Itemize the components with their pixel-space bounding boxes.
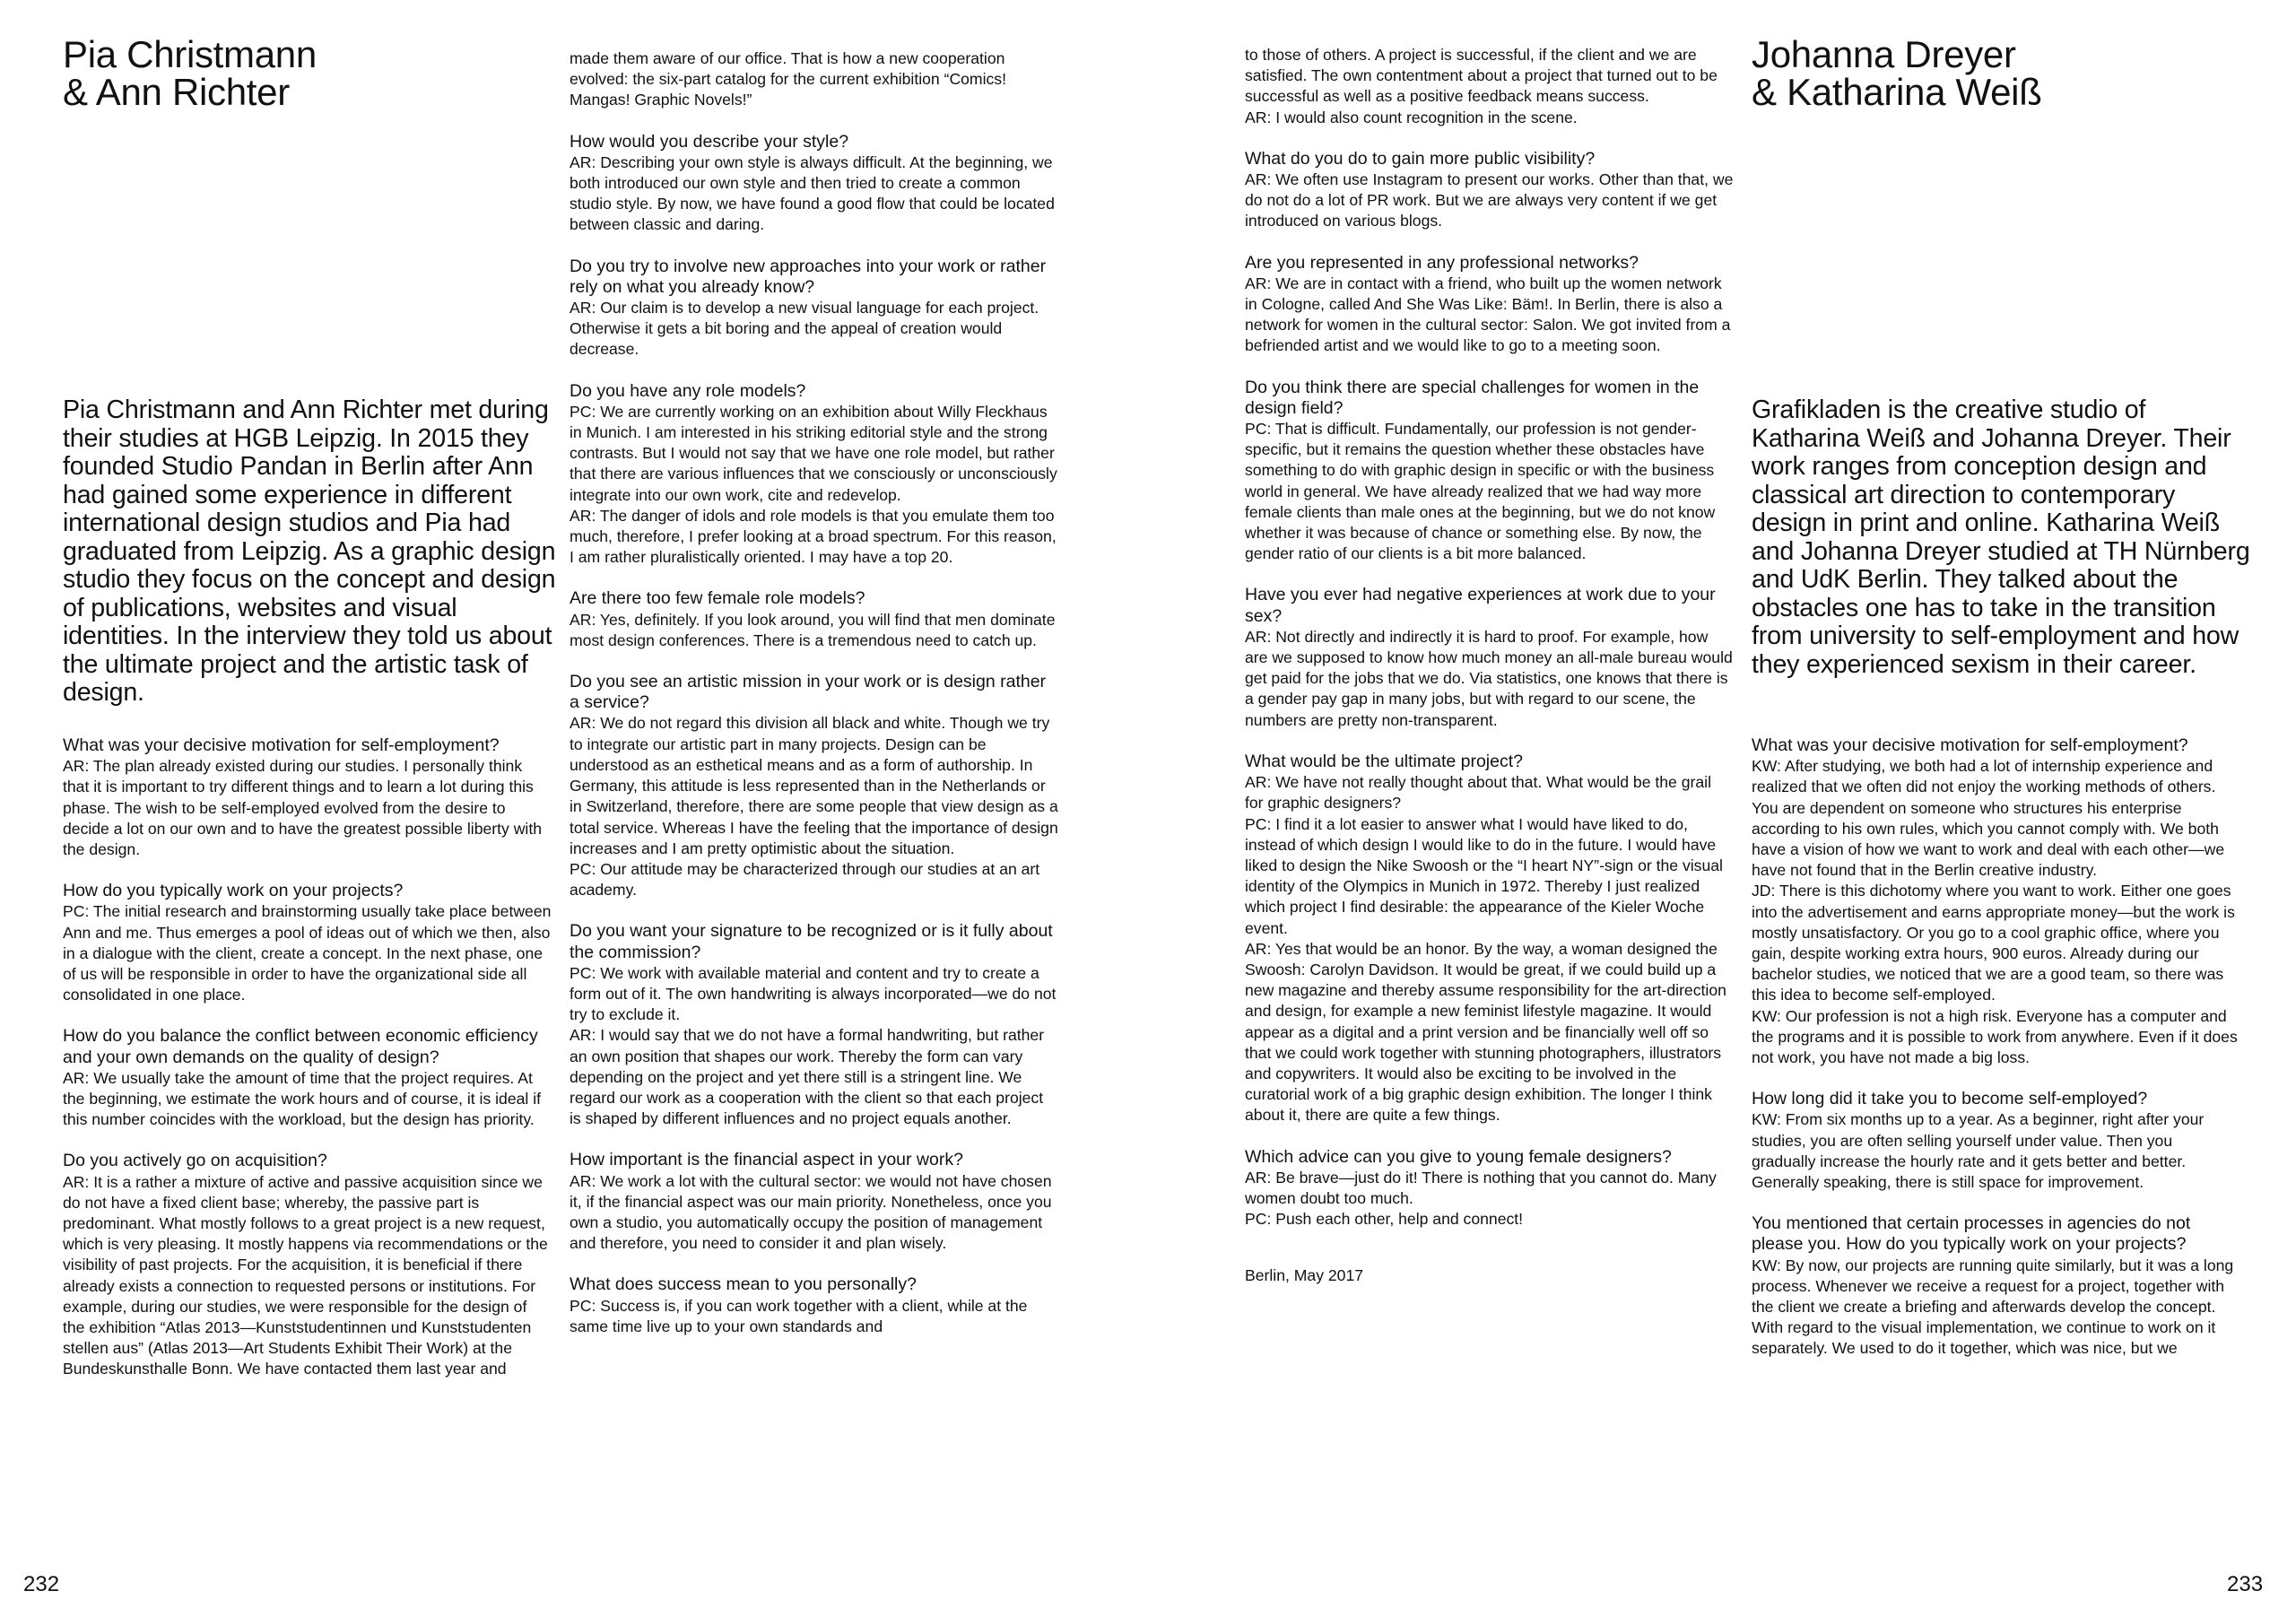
question: Which advice can you give to young female designers? — [1245, 1146, 1672, 1167]
right-title-line-2: & Katharina Weiß — [1752, 71, 2042, 113]
answer-paragraph: PC: The initial research and brainstorming usually take place between Ann and me. Thus emerges a pool of ideas out of which we then, also in a dialogue with the client, create a concept. In the next phase, one of us will be responsible in order to have the organizational side all consolidated in one place. — [63, 902, 552, 1004]
answer-paragraph: AR: I would say that we do not have a formal handwriting, but rather an own position that shapes our work. Thereby the form can vary depending on the project and yet there still is a stringent line. We regard our work as a cooperation with the client so that each project is shaped by different influences and no project equals another. — [570, 1026, 1045, 1128]
page-number-right: 233 — [2227, 1572, 2264, 1596]
qa-block — [570, 132, 1058, 236]
answer-paragraph: JD: There is this dichotomy where you want to work. Either one goes into the advertisement and earns appropriate money—but the work is mostly unsatisfactory. Or you go to a cool graphic office, where you gain, despite working extra hours, 900 euros. Already during our bachelor studies, we noticed that we are a good team, so there was this idea to become self-employed. — [1752, 882, 2235, 1004]
qa-list — [570, 48, 1058, 1358]
answer-paragraph: KW: From six months up to a year. As a beginner, right after your studies, you are often selling yourself under value. Then you gradually increase the hourly rate and it gets better and better. Generally speaking, there is still space for improvement. — [1752, 1110, 2205, 1192]
right-page-title — [1752, 33, 2240, 113]
left-page-column-1 — [63, 33, 556, 1378]
answer-paragraph: KW: Our profession is not a high risk. Everyone has a computer and the programs and it is possible to work from anywhere. Even if it does not work, you have not made a big loss. — [1752, 1006, 2238, 1067]
qa-block — [1245, 45, 1734, 128]
question: Have you ever had negative experiences at work due to your sex? — [1245, 585, 1716, 626]
answer-paragraph: AR: Our claim is to develop a new visual language for each project. Otherwise it gets a bit boring and the appeal of creation would decrease. — [570, 299, 1039, 359]
answer-paragraph: AR: Yes that would be an honor. By the way, a woman designed the Swoosh: Carolyn Davidson. It would be great, if we could build up a new magazine and thereby assume responsibility for the art-direction and design, for example a new feminist lifestyle magazine. It would appear as a digital and a print version and be financially well off so that we could work together with stunning photographers, illustrators and copywriters. It would also be exciting to be involved in the curatorial work of a big graphic design exhibition. The longer I think about it, there are quite a few things. — [1245, 939, 1726, 1125]
qa-block — [570, 1274, 1058, 1337]
answer-paragraph: to those of others. A project is successful, if the client and we are satisfied. The own contentment about a project that turned out to be successful as well as a positive feedback means success. — [1245, 46, 1718, 106]
qa-list — [63, 735, 552, 1401]
question: What does success mean to you personally? — [570, 1274, 917, 1295]
question: What do you do to gain more public visibility? — [1245, 148, 1596, 169]
question: What was your decisive motivation for self-employment? — [1752, 735, 2188, 755]
right-intro: Grafikladen is the creative studio of Katharina Weiß and Johanna Dreyer. Their work ranges from conception design and classical art direction to contemporary design in print and online. Katharina Weiß and Johanna Dreyer studied at TH Nürnberg and UdK Berlin. They talked about the obstacles one has to take in the transition from university to self-employment and how they experienced sexism in their career. — [1752, 396, 2250, 679]
answer-paragraph: PC: I find it a lot easier to answer what I would have liked to do, instead of which design I would like to do in the future. I would have liked to design the Nike Swoosh or the “I heart NY”-sign or the visual identity of the Olympics in Munich in 1972. Thereby I just realized which project I find desirable: the appearance of the Kieler Woche event. — [1245, 814, 1723, 937]
question: Do you try to involve new approaches into your work or rather rely on what you already know? — [570, 256, 1047, 297]
answer-paragraph: KW: By now, our projects are running quite similarly, but it was a long process. Whenever we receive a request for a project, together with the client we create a briefing and afterwards develop the concept. With regard to the visual implementation, we continue to work on it separately. We used to do it together, which was nice, but we — [1752, 1256, 2234, 1358]
question: Do you want your signature to be recognized or is it fully about the commission? — [570, 921, 1053, 962]
question: What would be the ultimate project? — [1245, 751, 1524, 771]
qa-list — [1245, 45, 1734, 1287]
left-intro: Pia Christmann and Ann Richter met during their studies at HGB Leipzig. In 2015 they founded Studio Pandan in Berlin after Ann had gained some experience in different international design studios and Pia had graduated from Leipzig. As a graphic design studio they focus on the concept and design of publications, websites and visual identities. In the interview they told us about the ultimate project and the artistic task of design. — [63, 396, 556, 707]
qa-block — [1752, 1089, 2240, 1193]
answer-paragraph: AR: We do not regard this division all black and white. Though we try to integrate our artistic part in many projects. Design can be understood as an esthetical means and as a form of authorship. In Germany, this attitude is less represented than in the Netherlands or in Switzerland, therefore, there are some people that view design as a total service. Whereas I have the feeling that the importance of design increases and I am pretty optimistic about the situation. — [570, 714, 1058, 857]
question: Do you think there are special challenges for women in the design field? — [1245, 377, 1700, 418]
answer-paragraph: AR: We usually take the amount of time that the project requires. At the beginning, we estimate the work hours and of course, it is ideal if this number coincides with the workload, but the design has priority. — [63, 1068, 541, 1129]
answer-paragraph: AR: Yes, definitely. If you look around, you will find that men dominate most design conferences. There is a tremendous need to catch up. — [570, 610, 1056, 649]
qa-block — [570, 48, 1058, 111]
qa-block — [570, 381, 1058, 569]
question: How do you typically work on your projects? — [63, 881, 404, 901]
left-page-title — [63, 33, 552, 113]
question: Are you represented in any professional networks? — [1245, 252, 1639, 273]
page-number-left: 232 — [23, 1572, 60, 1596]
qa-block — [1245, 585, 1734, 730]
qa-block — [570, 672, 1058, 900]
answer-paragraph: AR: We have not really thought about that. What would be the grail for graphic designers? — [1245, 773, 1711, 813]
qa-block — [570, 921, 1058, 1129]
answer-paragraph: AR: The danger of idols and role models is that you emulate them too much, therefore, I prefer looking at a broad spectrum. For this reason, I am rather pluralistically oriented. I may have a top 20. — [570, 506, 1057, 567]
question: What was your decisive motivation for self-employment? — [63, 735, 500, 755]
qa-block — [570, 588, 1058, 651]
qa-block — [63, 881, 552, 1005]
answer-paragraph: AR: Be brave—just do it! There is nothing that you cannot do. Many women doubt too much. — [1245, 1168, 1717, 1207]
qa-block — [1245, 1147, 1734, 1230]
answer-paragraph: AR: We often use Instagram to present our works. Other than that, we do not do a lot of PR work. But we are always very content if we get introduced on various blogs. — [1245, 170, 1734, 230]
answer-paragraph: KW: After studying, we both had a lot of internship experience and realized that we often did not enjoy the working methods of others. You are dependent on someone who structures his enterprise according to his own rules, which you cannot comply with. We both have a vision of how we want to work and deal with each other—we have not found that in the Berlin creative industry. — [1752, 757, 2225, 880]
question: Are there too few female role models? — [570, 588, 865, 609]
question: You mentioned that certain processes in agencies do not please you. How do you typically work on your projects? — [1752, 1213, 2191, 1255]
qa-block — [570, 1150, 1058, 1254]
qa-block — [1245, 149, 1734, 232]
qa-block — [1752, 735, 2240, 1068]
qa-block — [1245, 378, 1734, 565]
answer-paragraph: AR: It is a rather a mixture of active and passive acquisition since we do not have a fixed client base; whereby, the passive part is predominant. What mostly follows to a great project is a new request, which is very pleasing. It mostly happens via recommendations or the visibility of past projects. For the acquisition, it is beneficial if there already exists a connection to requested persons or institutions. For example, during our studies, we were responsible for the design of the exhibition “Atlas 2013—Kunststudentinnen und Kunststudenten stellen aus” (Atlas 2013—Art Students Exhibit Their Work) at the Bundeskunsthalle Bonn. We have contacted them last year and — [63, 1172, 548, 1378]
right-title-line-1: Johanna Dreyer — [1752, 33, 2016, 75]
qa-block — [63, 1026, 552, 1130]
question: How important is the financial aspect in your work? — [570, 1150, 963, 1170]
qa-block — [63, 735, 552, 860]
qa-block — [1752, 1213, 2240, 1359]
answer-paragraph: PC: Success is, if you can work together with a client, while at the same time live up to your own standards and — [570, 1296, 1028, 1335]
left-title-line-1: Pia Christmann — [63, 33, 317, 75]
question: Do you have any role models? — [570, 380, 806, 401]
question: How long did it take you to become self-employed? — [1752, 1089, 2148, 1109]
answer-paragraph: AR: We are in contact with a friend, who built up the women network in Cologne, called And She Was Like: Bäm!. In Berlin, there is also a network for women in the cultural sector: Salon. We got invited from a befriended artist and we would like to go to a meeting soon. — [1245, 274, 1731, 355]
answer-paragraph: PC: Our attitude may be characterized through our studies at an art academy. — [570, 859, 1040, 900]
answer-paragraph: AR: We work a lot with the cultural sector: we would not have chosen it, if the financial aspect was our main priority. Nonetheless, once you own a studio, you automatically occupy the position of management and therefore, you need to consider it and plan wisely. — [570, 1171, 1052, 1253]
answer-paragraph: AR: I would also count recognition in the scene. — [1245, 108, 1578, 126]
question: How would you describe your style? — [570, 131, 849, 152]
qa-list — [1752, 735, 2240, 1380]
qa-block — [1245, 253, 1734, 357]
signature-location-date: Berlin, May 2017 — [1245, 1266, 1364, 1285]
answer-paragraph: PC: We work with available material and content and try to create a form out of it. The own handwriting is always incorporated—we do not try to exclude it. — [570, 963, 1057, 1024]
left-title-line-2: & Ann Richter — [63, 71, 290, 113]
qa-block — [570, 256, 1058, 361]
qa-block — [63, 1151, 552, 1379]
answer-paragraph: PC: That is difficult. Fundamentally, our profession is not gender-specific, but it remains the question whether these obstacles have something to do with graphic design in specific or with the business world in general. We have already realized that we had way more female clients than male ones at the beginning, but we do not know whether it was because of chance or something else. By now, the gender ratio of our clients is a bit more balanced. — [1245, 420, 1716, 563]
answer-paragraph: made them aware of our office. That is how a new cooperation evolved: the six-part catalog for the current exhibition “Comics! Mangas! Graphic Novels!” — [570, 49, 1006, 109]
answer-paragraph: PC: Push each other, help and connect! — [1245, 1210, 1524, 1229]
question: Do you actively go on acquisition? — [63, 1151, 327, 1171]
answer-paragraph: PC: We are currently working on an exhibition about Willy Fleckhaus in Munich. I am interested in his striking editorial style and the strong contrasts. But I would not say that we have one role model, but rather that there are various influences that we consciously or unconsciously integrate into our own work, cite and redevelop. — [570, 402, 1057, 504]
answer-paragraph: AR: The plan already existed during our studies. I personally think that it is important to try different things and to learn a lot during this phase. The wish to be self-employed evolved from the desire to decide a lot on our own and to have the greatest possible liberty with the design. — [63, 757, 543, 859]
answer-paragraph: AR: Describing your own style is always difficult. At the beginning, we both introduced our own style and then tried to create a common studio style. By now, we have found a good flow that could be located between classic and daring. — [570, 152, 1055, 234]
question: Do you see an artistic mission in your work or is design rather a service? — [570, 672, 1047, 713]
right-page-column-2 — [1752, 33, 2250, 1358]
question: How do you balance the conflict between economic efficiency and your own demands on the quality of design? — [63, 1026, 538, 1067]
answer-paragraph: AR: Not directly and indirectly it is hard to proof. For example, how are we supposed to know how much money an all-male bureau would get paid for the jobs that we do. Via statistics, one knows that there is a gender pay gap in many jobs, but with regard to our scene, the numbers are pretty non-transparent. — [1245, 627, 1733, 729]
qa-block — [1245, 752, 1734, 1126]
